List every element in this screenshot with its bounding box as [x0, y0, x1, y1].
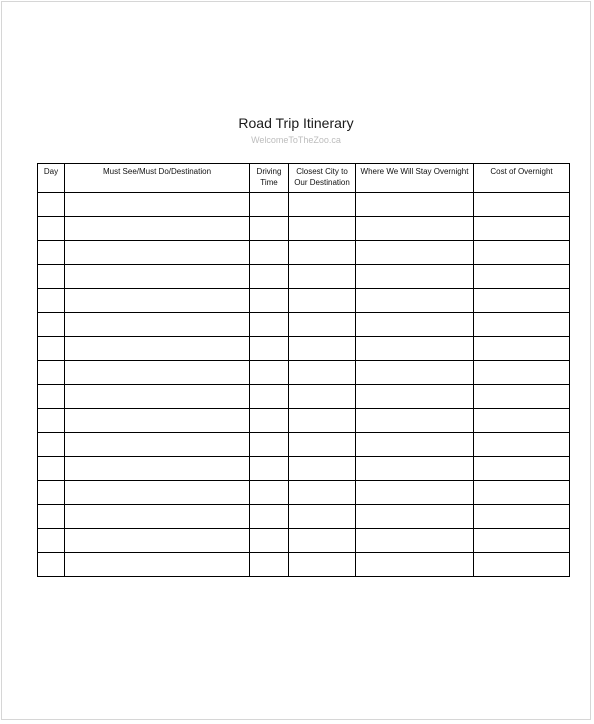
table-body	[38, 193, 570, 577]
document-title: Road Trip Itinerary	[238, 115, 354, 131]
table-cell-overnight-stay	[356, 481, 474, 505]
table-cell-overnight-stay	[356, 337, 474, 361]
table-cell-overnight-stay	[356, 241, 474, 265]
table-cell-day	[38, 241, 65, 265]
table-row	[38, 457, 570, 481]
table-cell-destination	[65, 289, 250, 313]
table-cell-day	[38, 553, 65, 577]
table-cell-closest-city	[289, 217, 356, 241]
column-header-driving-time: Driving Time	[250, 164, 289, 193]
table-cell-overnight-stay	[356, 313, 474, 337]
table-cell-driving-time	[250, 361, 289, 385]
table-cell-destination	[65, 385, 250, 409]
table-cell-overnight-cost	[474, 313, 570, 337]
table-cell-overnight-stay	[356, 529, 474, 553]
table-cell-overnight-cost	[474, 241, 570, 265]
table-cell-driving-time	[250, 193, 289, 217]
table-cell-overnight-cost	[474, 265, 570, 289]
table-row	[38, 313, 570, 337]
table-cell-day	[38, 529, 65, 553]
table-row	[38, 433, 570, 457]
table-cell-closest-city	[289, 457, 356, 481]
table-cell-closest-city	[289, 289, 356, 313]
table-cell-destination	[65, 553, 250, 577]
table-header-row	[38, 164, 570, 193]
table-cell-destination	[65, 361, 250, 385]
table-cell-overnight-stay	[356, 193, 474, 217]
table-cell-driving-time	[250, 385, 289, 409]
table-cell-overnight-stay	[356, 385, 474, 409]
table-cell-day	[38, 217, 65, 241]
table-cell-closest-city	[289, 337, 356, 361]
table-cell-destination	[65, 529, 250, 553]
column-header-destination: Must See/Must Do/Destination	[65, 164, 250, 193]
table-row	[38, 481, 570, 505]
itinerary-table	[37, 163, 570, 577]
table-cell-driving-time	[250, 553, 289, 577]
table-cell-destination	[65, 457, 250, 481]
column-header-closest-city: Closest City to Our Destination	[289, 164, 356, 193]
table-cell-driving-time	[250, 481, 289, 505]
table-cell-closest-city	[289, 433, 356, 457]
table-cell-closest-city	[289, 385, 356, 409]
document-page	[1, 1, 591, 720]
table-cell-day	[38, 361, 65, 385]
table-cell-driving-time	[250, 313, 289, 337]
table-cell-day	[38, 385, 65, 409]
table-cell-overnight-cost	[474, 193, 570, 217]
table-cell-overnight-cost	[474, 361, 570, 385]
table-cell-driving-time	[250, 217, 289, 241]
document-subtitle: WelcomeToTheZoo.ca	[251, 135, 341, 145]
table-cell-overnight-stay	[356, 433, 474, 457]
table-row	[38, 553, 570, 577]
table-row	[38, 241, 570, 265]
column-header-day: Day	[38, 164, 65, 193]
table-cell-closest-city	[289, 505, 356, 529]
table-cell-overnight-cost	[474, 505, 570, 529]
table-row	[38, 505, 570, 529]
table-cell-overnight-stay	[356, 217, 474, 241]
table-cell-overnight-cost	[474, 529, 570, 553]
table-cell-overnight-cost	[474, 481, 570, 505]
table-cell-day	[38, 505, 65, 529]
table-cell-closest-city	[289, 313, 356, 337]
table-cell-overnight-cost	[474, 553, 570, 577]
table-cell-day	[38, 337, 65, 361]
table-cell-destination	[65, 265, 250, 289]
table-cell-driving-time	[250, 505, 289, 529]
table-cell-day	[38, 289, 65, 313]
table-cell-day	[38, 433, 65, 457]
table-cell-destination	[65, 313, 250, 337]
table-cell-overnight-stay	[356, 289, 474, 313]
table-row	[38, 361, 570, 385]
table-cell-overnight-cost	[474, 337, 570, 361]
table-cell-day	[38, 409, 65, 433]
table-cell-overnight-stay	[356, 361, 474, 385]
table-cell-closest-city	[289, 241, 356, 265]
table-cell-overnight-cost	[474, 289, 570, 313]
table-cell-closest-city	[289, 409, 356, 433]
table-cell-overnight-cost	[474, 433, 570, 457]
table-row	[38, 289, 570, 313]
column-header-overnight-cost: Cost of Overnight	[474, 164, 570, 193]
table-cell-destination	[65, 433, 250, 457]
table-cell-overnight-stay	[356, 505, 474, 529]
table-row	[38, 193, 570, 217]
table-cell-driving-time	[250, 409, 289, 433]
table-cell-overnight-cost	[474, 457, 570, 481]
column-header-overnight-stay: Where We Will Stay Overnight	[356, 164, 474, 193]
table-cell-day	[38, 481, 65, 505]
table-row	[38, 265, 570, 289]
table-row	[38, 385, 570, 409]
table-cell-overnight-stay	[356, 457, 474, 481]
table-cell-driving-time	[250, 289, 289, 313]
table-cell-destination	[65, 217, 250, 241]
table-cell-destination	[65, 409, 250, 433]
table-row	[38, 409, 570, 433]
table-cell-closest-city	[289, 265, 356, 289]
table-cell-day	[38, 457, 65, 481]
table-cell-overnight-stay	[356, 553, 474, 577]
table-cell-driving-time	[250, 457, 289, 481]
table-cell-driving-time	[250, 337, 289, 361]
table-cell-day	[38, 265, 65, 289]
table-cell-closest-city	[289, 481, 356, 505]
table-cell-day	[38, 193, 65, 217]
table-cell-driving-time	[250, 265, 289, 289]
table-cell-day	[38, 313, 65, 337]
table-cell-destination	[65, 193, 250, 217]
table-row	[38, 217, 570, 241]
table-cell-overnight-stay	[356, 265, 474, 289]
table-row	[38, 529, 570, 553]
table-cell-driving-time	[250, 433, 289, 457]
table-cell-overnight-cost	[474, 385, 570, 409]
table-row	[38, 337, 570, 361]
table-cell-destination	[65, 241, 250, 265]
table-cell-driving-time	[250, 529, 289, 553]
table-cell-overnight-cost	[474, 217, 570, 241]
table-cell-overnight-cost	[474, 409, 570, 433]
table-cell-closest-city	[289, 553, 356, 577]
table-cell-closest-city	[289, 361, 356, 385]
table-cell-driving-time	[250, 241, 289, 265]
table-cell-closest-city	[289, 193, 356, 217]
table-cell-destination	[65, 505, 250, 529]
table-cell-closest-city	[289, 529, 356, 553]
table-cell-overnight-stay	[356, 409, 474, 433]
table-cell-destination	[65, 337, 250, 361]
table-cell-destination	[65, 481, 250, 505]
